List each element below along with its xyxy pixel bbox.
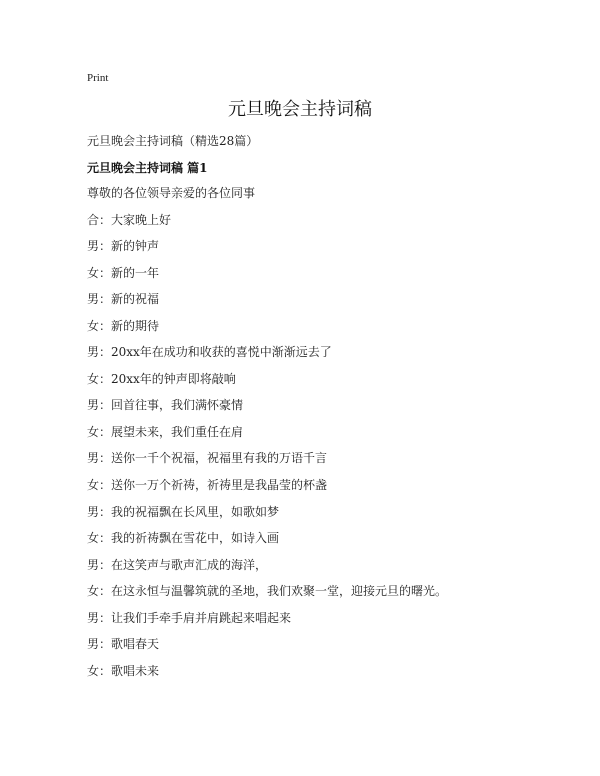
- script-line: 女：新的一年: [87, 265, 160, 280]
- script-line: 男：新的祝福: [87, 292, 160, 307]
- script-line: 男：回首往事，我们满怀豪情: [87, 398, 244, 413]
- script-line: 女：歌唱未来: [87, 663, 160, 678]
- document-title: 元旦晚会主持词稿: [228, 99, 372, 120]
- script-line: 女：新的期待: [87, 318, 160, 333]
- script-line: 男：让我们手牵手肩并肩跳起来唱起来: [87, 610, 292, 625]
- script-line: 男：我的祝福飘在长风里，如歌如梦: [87, 504, 280, 519]
- document-subtitle: 元旦晚会主持词稿（精选28篇）: [87, 134, 259, 148]
- script-line: 女：20xx年的钟声即将敲响: [87, 371, 236, 386]
- script-line: 男：歌唱春天: [87, 637, 160, 652]
- script-line: 女：我的祈祷飘在雪花中，如诗入画: [87, 531, 280, 546]
- script-line: 女：展望未来，我们重任在肩: [87, 424, 244, 439]
- script-line: 尊敬的各位领导亲爱的各位同事: [87, 186, 256, 200]
- section-heading: 元旦晚会主持词稿 篇1: [87, 161, 208, 175]
- script-line: 男：20xx年在成功和收获的喜悦中渐渐远去了: [87, 345, 332, 360]
- script-line: 男：送你一千个祝福，祝福里有我的万语千言: [87, 451, 328, 466]
- script-line: 男：新的钟声: [87, 239, 160, 254]
- script-lines: [87, 184, 527, 688]
- script-line: 男：在这笑声与歌声汇成的海洋，: [87, 557, 268, 572]
- script-line: 女：在这永恒与温馨筑就的圣地，我们欢聚一堂，迎接元旦的曙光。: [87, 584, 448, 599]
- script-line: 合：大家晚上好: [87, 212, 172, 227]
- script-line: 女：送你一万个祈祷，祈祷里是我晶莹的杯盏: [87, 478, 328, 493]
- print-link[interactable]: Print: [87, 72, 109, 84]
